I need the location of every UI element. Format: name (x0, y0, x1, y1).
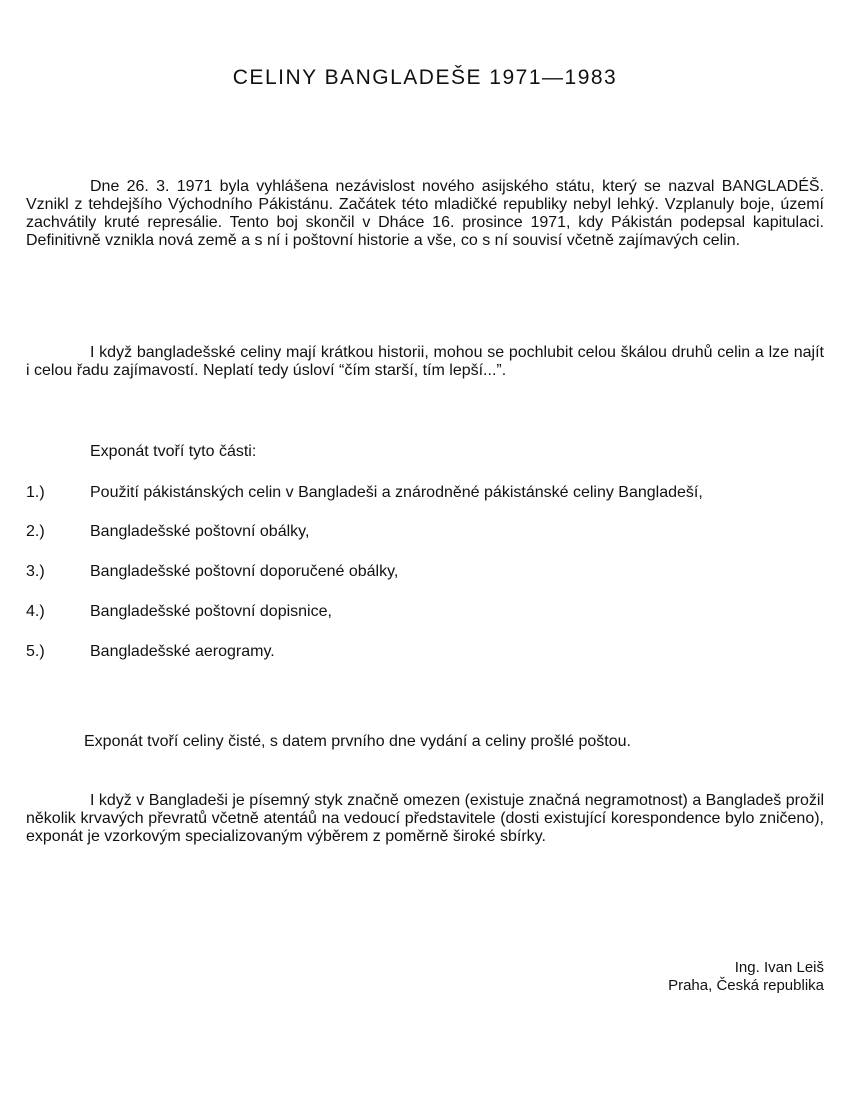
document-title: CELINY BANGLADEŠE 1971—1983 (232, 66, 618, 89)
list-item (26, 484, 824, 502)
list-item (26, 603, 824, 621)
intro-paragraph-text: Dne 26. 3. 1971 byla vyhlášena nezávislost nového asijského státu, který se nazval BANGLADÉŠ. Vznikl z tehdejšího Východního Pákistánu. Začátek této mladičké republiky nebyl lehký. Vzplanuly boje, území zachvátily kruté represálie. Tento boj skončil v Dháce 16. prosince 1971, kdy Pákistán podepsal kapitulaci. Definitivně vznikla nová země a s ní i poštovní historie a vše, co s ní souvisí včetně zajímavých celin. (26, 178, 824, 249)
list-item-text: Bangladešské aerogramy. (90, 643, 275, 660)
intro-paragraph (26, 178, 824, 250)
list-item-text: Bangladešské poštovní obálky, (90, 523, 310, 540)
list-item (26, 643, 824, 661)
list-item-number: 3.) (26, 563, 45, 580)
closing-paragraph (26, 792, 824, 846)
list-item-text: Použití pákistánských celin v Bangladeši a znárodněné pákistánské celiny Bangladeší, (90, 484, 703, 501)
list-item-number: 5.) (26, 643, 45, 660)
list-intro: Exponát tvoří tyto části: (90, 443, 257, 460)
list-item-number: 4.) (26, 603, 45, 620)
author-name: Ing. Ivan Leiš (734, 959, 824, 976)
signature-block (668, 959, 824, 995)
list-item-text: Bangladešské poštovní dopisnice, (90, 603, 332, 620)
list-item-number: 1.) (26, 484, 45, 501)
document-page (26, 0, 824, 1104)
list-item-text: Bangladešské poštovní doporučené obálky, (90, 563, 399, 580)
list-item-number: 2.) (26, 523, 45, 540)
author-location: Praha, Česká republika (668, 977, 824, 994)
list-item (26, 523, 824, 541)
history-paragraph (26, 344, 824, 380)
history-paragraph-text: I když bangladešské celiny mají krátkou historii, mohou se pochlubit celou škálou druhů celin a lze najít i celou řadu zajímavostí. Neplatí tedy úsloví “čím starší, tím lepší...”. (26, 344, 824, 379)
exhibit-content-paragraph: Exponát tvoří celiny čisté, s datem prvního dne vydání a celiny prošlé poštou. (84, 733, 631, 750)
exhibit-parts-list (26, 484, 824, 661)
closing-paragraph-text: I když v Bangladeši je písemný styk značně omezen (existuje značná negramotnost) a Bangladeš prožil několik krvavých převratů včetně atentáů na vedoucí představitele (dosti existující korespondence bylo zničeno), exponát je vzorkovým specializovaným výběrem z poměrně široké sbírky. (26, 792, 824, 845)
list-item (26, 563, 824, 581)
